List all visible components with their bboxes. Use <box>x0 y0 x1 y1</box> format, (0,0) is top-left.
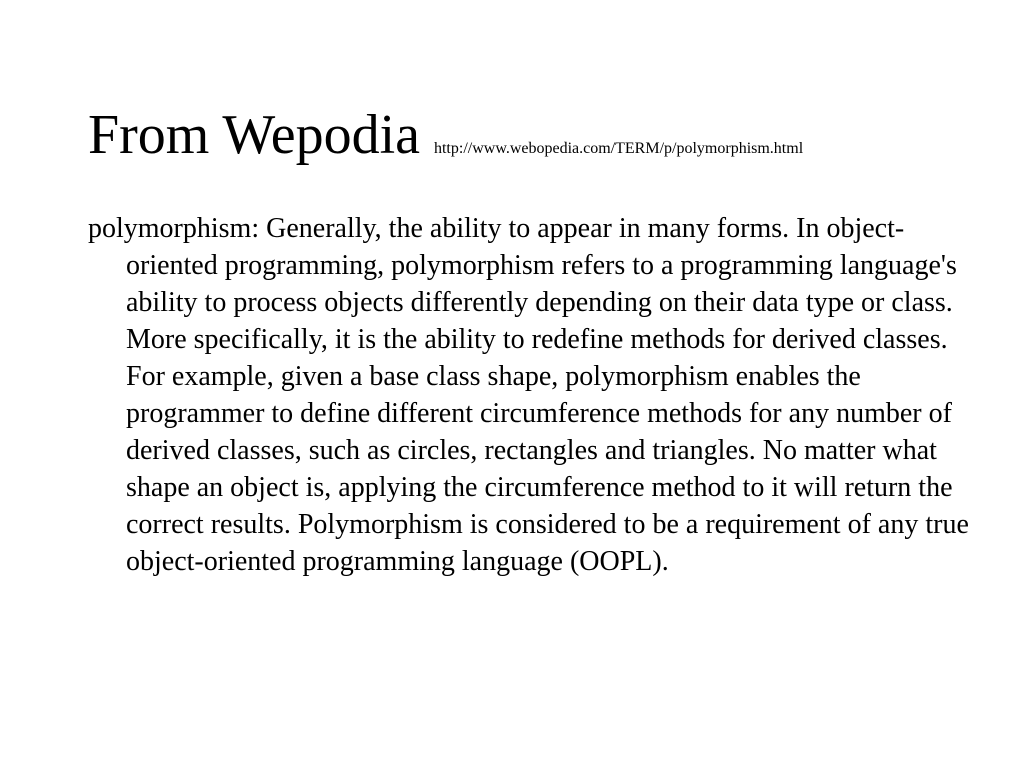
definition-paragraph: polymorphism: Generally, the ability to appear in many forms. In object-oriented programming, polymorphism refers to a programming language's ability to process objects differently depending on their data type or class. More specifically, it is the ability to redefine methods for derived classes. For example, given a base class shape, polymorphism enables the programmer to define different circumference methods for any number of derived classes, such as circles, rectangles and triangles. No matter what shape an object is, applying the circumference method to it will return the correct results. Polymorphism is considered to be a requirement of any true object-oriented programming language (OOPL). <box>88 213 969 577</box>
slide-title: From Wepodia <box>88 104 420 166</box>
source-url: http://www.webopedia.com/TERM/p/polymorphism.html <box>433 140 804 157</box>
title-row <box>88 100 988 170</box>
